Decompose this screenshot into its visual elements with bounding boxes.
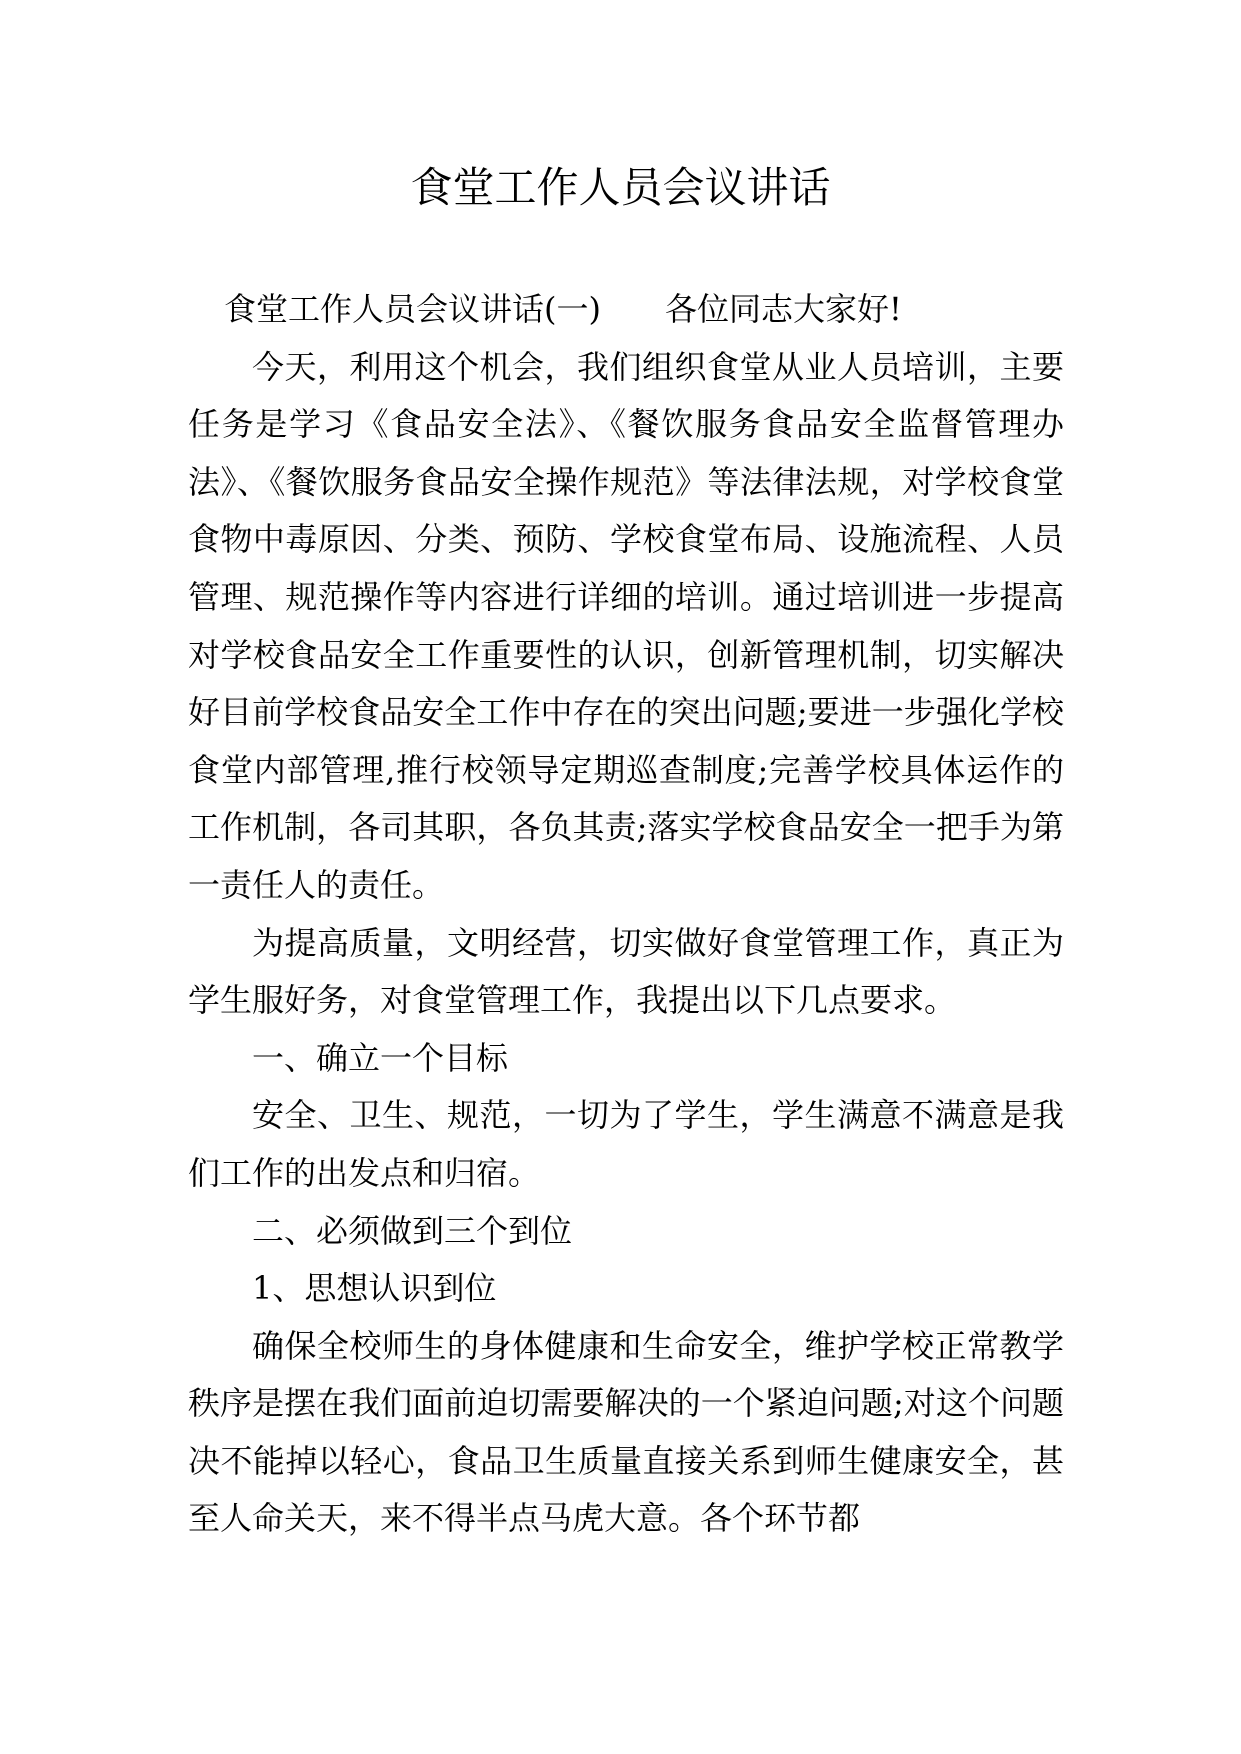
section-heading-three-in-place: 二、必须做到三个到位 [252, 1211, 573, 1250]
paragraph-intro: 食堂工作人员会议讲话(一) 各位同志大家好! [224, 290, 902, 328]
section-heading-goal: 一、确立一个目标 [252, 1038, 509, 1077]
document-title: 食堂工作人员会议讲话 [410, 163, 831, 212]
document-body [188, 281, 1064, 1548]
paragraph-training: 今天，利用这个机会，我们组织食堂从业人员培训，主要任务是学习《食品安全法》、《餐饮服务食品安全监督管理办法》、《餐饮服务食品安全操作规范》等法律法规，对学校食堂食物中毒原因、分类、预防、学校食堂布局、设施流程、人员管理、规范操作等内容进行详细的培训。通过培训进一步提高对学校食品安全工作重要性的认识，创新管理机制，切实解决好目前学校食品安全工作中存在的突出问题;要进一步强化学校食堂内部管理,推行校领导定期巡查制度;完善学校具体运作的工作机制，各司其职，各负其责;落实学校食品安全一把手为第一责任人的责任。 [188, 347, 1064, 904]
subheading-thinking: 1、思想认识到位 [252, 1269, 497, 1308]
paragraph-safety: 确保全校师生的身体健康和生命安全，维护学校正常教学秩序是摆在我们面前迫切需要解决的一个紧迫问题;对这个问题决不能掉以轻心，食品卫生质量直接关系到师生健康安全，甚至人命关天，来不得半点马虎大意。各个环节都 [188, 1326, 1064, 1538]
paragraph-goal: 安全、卫生、规范，一切为了学生，学生满意不满意是我们工作的出发点和归宿。 [188, 1096, 1064, 1192]
paragraph-requirements: 为提高质量，文明经营，切实做好食堂管理工作，真正为学生服好务，对食堂管理工作，我提出以下几点要求。 [188, 923, 1064, 1020]
